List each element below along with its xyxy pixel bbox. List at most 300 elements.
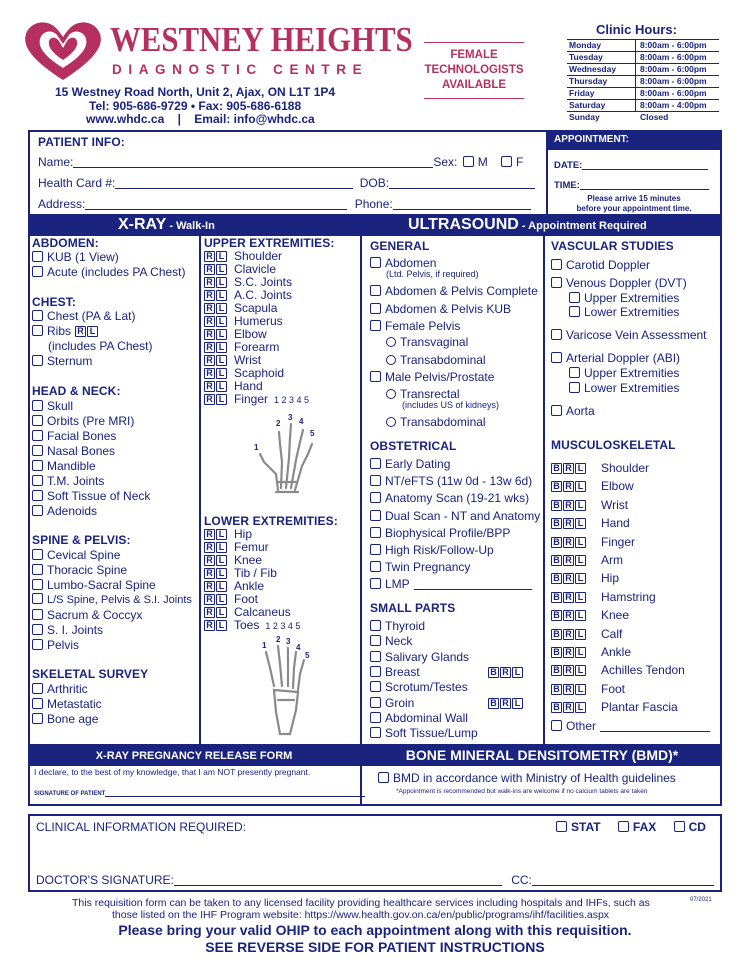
address-row	[38, 197, 531, 211]
doctor-signature-field[interactable]	[174, 876, 502, 886]
signature-row	[34, 791, 365, 797]
signature-field[interactable]	[105, 791, 365, 797]
side-r-checkbox[interactable]: R	[563, 463, 574, 474]
checkbox[interactable]	[32, 475, 43, 486]
option-ultrasound-obstetrical-items-5	[370, 543, 494, 557]
option-ultrasound-small-items-1	[370, 634, 412, 648]
checkbox[interactable]	[551, 405, 562, 416]
option-label: Femur	[234, 540, 269, 554]
option-ultrasound-vascular-items-1	[551, 276, 687, 290]
checkbox[interactable]	[32, 325, 43, 336]
side-r-checkbox[interactable]: R	[563, 629, 574, 640]
option-label: Sacrum & Coccyx	[47, 608, 143, 622]
option-label: Ribs	[47, 324, 72, 338]
side-l-checkbox[interactable]: L	[216, 355, 227, 366]
option-label: Foot	[234, 592, 259, 606]
option-label: LMP	[385, 577, 410, 592]
side-r-checkbox[interactable]: R	[563, 665, 574, 676]
side-l-checkbox[interactable]: L	[216, 264, 227, 275]
option-label: Transvaginal	[400, 335, 469, 349]
side-r-checkbox[interactable]: R	[204, 594, 215, 605]
sex-m-label: M	[477, 155, 488, 169]
checkbox[interactable]	[370, 492, 381, 503]
checkbox[interactable]	[370, 712, 381, 723]
checkbox[interactable]	[32, 549, 43, 560]
name-row	[38, 155, 523, 169]
checkbox[interactable]	[370, 681, 381, 692]
foot-digit-3: 3	[286, 637, 291, 646]
side-r-checkbox[interactable]: R	[204, 581, 215, 592]
option-xray-spine-items-1	[32, 563, 127, 577]
checkbox[interactable]	[370, 578, 381, 589]
side-r-checkbox[interactable]: R	[500, 667, 511, 678]
side-l-checkbox[interactable]: L	[575, 592, 586, 603]
side-l-checkbox[interactable]: L	[575, 537, 586, 548]
side-r-checkbox[interactable]: R	[204, 620, 215, 631]
xray-header	[118, 216, 215, 234]
checkbox[interactable]	[32, 430, 43, 441]
checkbox[interactable]	[32, 609, 43, 620]
checkbox[interactable]	[370, 651, 381, 662]
side-r-checkbox[interactable]: R	[204, 568, 215, 579]
checkbox[interactable]	[32, 713, 43, 724]
option-ultrasound-msk-items-13	[551, 700, 678, 714]
side-l-checkbox[interactable]: L	[87, 326, 98, 337]
checkbox[interactable]	[32, 266, 43, 277]
radio[interactable]	[386, 389, 396, 399]
date-field[interactable]	[582, 160, 708, 170]
checkbox[interactable]	[569, 292, 580, 303]
side-r-checkbox[interactable]: R	[204, 368, 215, 379]
side-r-checkbox[interactable]: R	[563, 555, 574, 566]
hand-digit-3: 3	[288, 414, 293, 422]
doctor-signature-label: DOCTOR'S SIGNATURE:	[36, 873, 174, 887]
side-r-checkbox[interactable]: R	[563, 684, 574, 695]
website-link[interactable]: www.whdc.ca	[86, 112, 165, 126]
bmd-checkbox[interactable]	[378, 772, 389, 783]
hours-vline	[635, 39, 636, 111]
side-r-checkbox[interactable]: R	[204, 329, 215, 340]
side-b-checkbox[interactable]: B	[551, 647, 562, 658]
option-label: A.C. Joints	[234, 288, 293, 302]
signature-label: SIGNATURE OF PATIENT	[34, 791, 106, 797]
side-b-checkbox[interactable]: B	[551, 684, 562, 695]
side-r-checkbox[interactable]: R	[563, 500, 574, 511]
checkbox[interactable]	[32, 698, 43, 709]
hours-day: Monday	[569, 40, 602, 50]
side-l-checkbox[interactable]: L	[512, 698, 523, 709]
side-b-checkbox[interactable]: B	[551, 629, 562, 640]
fax-checkbox[interactable]	[618, 821, 629, 832]
checkbox[interactable]	[32, 579, 43, 590]
option-label: Venous Doppler (DVT)	[566, 276, 687, 290]
option-label: Finger	[234, 392, 269, 406]
option-xray-head-items-7	[32, 504, 97, 518]
option-ultrasound-msk-items-2	[551, 498, 628, 512]
side-r-checkbox[interactable]: R	[204, 607, 215, 618]
option-label: Chest (PA & Lat)	[47, 309, 136, 323]
side-l-checkbox[interactable]: L	[216, 542, 227, 553]
side-b-checkbox[interactable]: B	[551, 665, 562, 676]
side-l-checkbox[interactable]: L	[216, 277, 227, 288]
cd-checkbox[interactable]	[674, 821, 685, 832]
side-l-checkbox[interactable]: L	[575, 629, 586, 640]
side-b-checkbox[interactable]: B	[551, 555, 562, 566]
side-b-checkbox[interactable]: B	[551, 500, 562, 511]
female-line3: AVAILABLE	[441, 79, 507, 91]
radio[interactable]	[386, 417, 396, 427]
option-label: KUB (1 View)	[47, 250, 119, 264]
checkbox[interactable]	[551, 329, 562, 340]
upper-extremities-heading: UPPER EXTREMITIES:	[204, 236, 335, 250]
checkbox[interactable]	[32, 624, 43, 635]
option-xray-upper-items-1	[204, 262, 276, 276]
checkbox[interactable]	[32, 251, 43, 262]
side-r-checkbox[interactable]: R	[204, 529, 215, 540]
checkbox[interactable]	[370, 635, 381, 646]
checkbox[interactable]	[370, 697, 381, 708]
side-r-checkbox[interactable]: R	[563, 537, 574, 548]
option-label: Finger	[601, 534, 636, 549]
address-field[interactable]	[85, 200, 347, 210]
heart-hands-logo-icon	[22, 20, 104, 82]
lmp-field[interactable]	[414, 580, 532, 590]
option-label: Soft Tissue of Neck	[47, 489, 151, 503]
side-r-checkbox[interactable]: R	[563, 592, 574, 603]
checkbox[interactable]	[32, 415, 43, 426]
side-r-checkbox[interactable]: R	[563, 647, 574, 658]
side-b-checkbox[interactable]: B	[551, 537, 562, 548]
checkbox[interactable]	[569, 382, 580, 393]
side-l-checkbox[interactable]: L	[575, 555, 586, 566]
checkbox[interactable]	[370, 666, 381, 677]
option-label: Mandible	[47, 459, 96, 473]
checkbox[interactable]	[370, 620, 381, 631]
phone-label: Phone:	[354, 197, 393, 211]
side-r-checkbox[interactable]: R	[563, 610, 574, 621]
option-xray-upper-items-7	[204, 340, 279, 354]
side-r-checkbox[interactable]: R	[563, 481, 574, 492]
side-l-checkbox[interactable]: L	[216, 581, 227, 592]
option-label: Varicose Vein Assessment	[566, 328, 707, 342]
option-label: Scapula	[234, 301, 278, 315]
option-ultrasound-msk-items-4	[551, 535, 635, 549]
side-r-checkbox[interactable]: R	[204, 542, 215, 553]
ultrasound-title: ULTRASOUND	[408, 216, 519, 233]
side-b-checkbox[interactable]: B	[551, 481, 562, 492]
option-xray-upper-items-9	[204, 366, 284, 380]
dob-field[interactable]	[389, 179, 535, 189]
checkbox[interactable]	[370, 320, 381, 331]
option-ultrasound-general-items-3	[370, 302, 511, 316]
side-l-checkbox[interactable]: L	[575, 610, 586, 621]
cc-field[interactable]	[532, 876, 714, 886]
side-l-checkbox[interactable]: L	[216, 251, 227, 262]
option-label: Achilles Tendon	[601, 663, 685, 678]
checkbox[interactable]	[569, 306, 580, 317]
phone-field[interactable]	[393, 200, 531, 210]
address-label: Address:	[38, 197, 86, 211]
checkbox[interactable]	[551, 277, 562, 288]
option-xray-abdomen-items-1	[32, 265, 186, 279]
side-l-checkbox[interactable]: L	[575, 481, 586, 492]
side-l-checkbox[interactable]: L	[216, 607, 227, 618]
side-r-checkbox[interactable]: R	[563, 573, 574, 584]
side-l-checkbox[interactable]: L	[216, 342, 227, 353]
side-l-checkbox[interactable]: L	[216, 381, 227, 392]
checkbox[interactable]	[32, 445, 43, 456]
option-label: Plantar Fascia	[601, 700, 678, 715]
option-xray-head-items-6	[32, 489, 150, 503]
option-label: Upper Extremities	[584, 291, 680, 305]
side-l-checkbox[interactable]: L	[216, 394, 227, 405]
patient-info-title: PATIENT INFO:	[38, 135, 125, 149]
cc-label: CC:	[511, 873, 532, 887]
side-r-checkbox[interactable]: R	[204, 277, 215, 288]
option-xray-spine-items-3	[32, 593, 192, 606]
side-b-checkbox[interactable]: B	[551, 610, 562, 621]
option-xray-head-items-4	[32, 459, 96, 473]
side-l-checkbox[interactable]: L	[216, 329, 227, 340]
health-card-field[interactable]	[115, 179, 353, 189]
option-xray-lower-items-3	[204, 566, 277, 580]
side-r-checkbox[interactable]: R	[563, 518, 574, 529]
option-xray-chest-items-1	[32, 324, 99, 338]
side-l-checkbox[interactable]: L	[575, 518, 586, 529]
side-r-checkbox[interactable]: R	[204, 555, 215, 566]
hours-day: Wednesday	[569, 64, 617, 74]
checkbox[interactable]	[370, 544, 381, 555]
option-label: S.C. Joints	[234, 275, 293, 289]
checkbox[interactable]	[370, 371, 381, 382]
option-xray-lower-items-5	[204, 592, 258, 606]
other-field[interactable]	[600, 722, 710, 732]
option-label: Thoracic Spine	[47, 563, 128, 577]
ultrasound-sub: - Appointment Required	[518, 220, 647, 232]
option-label: Female Pelvis	[385, 319, 461, 333]
checkbox[interactable]	[32, 683, 43, 694]
spine-heading: SPINE & PELVIS:	[32, 533, 131, 547]
side-r-checkbox[interactable]: R	[204, 290, 215, 301]
clinic-address: 15 Westney Road North, Unit 2, Ajax, ON L1T 1P4	[55, 85, 336, 99]
side-l-checkbox[interactable]: L	[216, 594, 227, 605]
musculoskeletal-heading: MUSCULOSKELETAL	[551, 438, 676, 452]
option-xray-lower-items-7	[204, 618, 300, 632]
option-ultrasound-vascular-items-7	[569, 381, 679, 395]
option-ultrasound-general-items-5	[386, 335, 468, 349]
option-label: Knee	[234, 553, 263, 567]
sex-label: Sex:	[433, 155, 458, 169]
side-b-checkbox[interactable]: B	[551, 702, 562, 713]
checkbox[interactable]	[32, 355, 43, 366]
option-xray-head-items-5	[32, 474, 104, 488]
option-label: Other	[566, 718, 597, 733]
checkbox[interactable]	[32, 490, 43, 501]
side-l-checkbox[interactable]: L	[216, 303, 227, 314]
checkbox[interactable]	[32, 593, 43, 604]
clinic-hours-table	[567, 39, 719, 123]
checkbox[interactable]	[32, 310, 43, 321]
option-xray-upper-items-2	[204, 275, 292, 289]
foot-digit-2: 2	[276, 635, 281, 644]
side-r-checkbox[interactable]: R	[204, 303, 215, 314]
side-r-checkbox[interactable]: R	[204, 264, 215, 275]
email-link[interactable]: Email: info@whdc.ca	[194, 112, 315, 126]
option-label: Soft Tissue/Lump	[385, 726, 478, 741]
radio[interactable]	[386, 337, 396, 347]
dob-label: DOB:	[359, 176, 390, 190]
side-r-checkbox[interactable]: R	[204, 251, 215, 262]
side-l-checkbox[interactable]: L	[575, 573, 586, 584]
side-l-checkbox[interactable]: L	[575, 500, 586, 511]
side-l-checkbox[interactable]: L	[216, 529, 227, 540]
option-label: Hand	[601, 516, 630, 531]
chest-heading: CHEST:	[32, 295, 76, 309]
option-ultrasound-general-items-8	[386, 387, 460, 401]
checkbox[interactable]	[370, 510, 381, 521]
hours-row	[567, 99, 719, 111]
option-label: L/S Spine, Pelvis & S.I. Joints	[47, 594, 192, 606]
side-r-checkbox[interactable]: R	[500, 698, 511, 709]
checkbox[interactable]	[370, 727, 381, 738]
small-parts-heading: SMALL PARTS	[370, 601, 456, 615]
xray-sub: - Walk-In	[166, 220, 215, 232]
checkbox[interactable]	[370, 257, 381, 268]
hours-time: 8:00am - 6:00pm	[640, 88, 707, 98]
checkbox[interactable]	[370, 458, 381, 469]
side-l-checkbox[interactable]: L	[512, 667, 523, 678]
side-r-checkbox[interactable]: R	[563, 702, 574, 713]
side-r-checkbox[interactable]: R	[204, 381, 215, 392]
health-card-row	[38, 176, 535, 190]
side-l-checkbox[interactable]: L	[216, 620, 227, 631]
side-b-checkbox[interactable]: B	[551, 518, 562, 529]
side-l-checkbox[interactable]: L	[575, 665, 586, 676]
hours-day: Thursday	[569, 76, 608, 86]
hand-digit-1: 1	[254, 443, 259, 452]
general-heading: GENERAL	[370, 239, 430, 253]
side-b-checkbox[interactable]: B	[488, 667, 499, 678]
side-b-checkbox[interactable]: B	[551, 592, 562, 603]
side-l-checkbox[interactable]: L	[216, 316, 227, 327]
side-l-checkbox[interactable]: L	[575, 702, 586, 713]
sex-m-checkbox[interactable]	[463, 156, 474, 167]
side-r-checkbox[interactable]: R	[75, 326, 86, 337]
checkbox[interactable]	[32, 639, 43, 650]
option-ultrasound-msk-items-14	[551, 719, 710, 733]
time-field[interactable]	[580, 180, 709, 190]
clinical-title: CLINICAL INFORMATION REQUIRED:	[36, 820, 247, 834]
option-xray-spine-items-0	[32, 548, 120, 562]
option-label: Anatomy Scan (19-21 wks)	[385, 491, 530, 506]
side-b-checkbox[interactable]: B	[551, 463, 562, 474]
note-ultrasound-general-items-9: (includes US of kidneys)	[402, 400, 500, 410]
side-l-checkbox[interactable]: L	[216, 568, 227, 579]
side-r-checkbox[interactable]: R	[204, 342, 215, 353]
side-l-checkbox[interactable]: L	[575, 647, 586, 658]
option-label: High Risk/Follow-Up	[385, 543, 494, 557]
option-ultrasound-small-items-7	[370, 726, 478, 740]
side-l-checkbox[interactable]: L	[575, 684, 586, 695]
checkbox[interactable]	[32, 505, 43, 516]
side-l-checkbox[interactable]: L	[216, 290, 227, 301]
bmd-label: BMD in accordance with Ministry of Health guidelines	[393, 771, 676, 785]
hours-time: Closed	[640, 112, 669, 122]
hours-day: Saturday	[569, 100, 606, 110]
option-label: Bone age	[47, 712, 99, 726]
divider-3	[543, 236, 545, 746]
option-label: Scrotum/Testes	[385, 680, 468, 695]
stat-checkbox[interactable]	[556, 821, 567, 832]
checkbox[interactable]	[32, 564, 43, 575]
checkbox[interactable]	[551, 720, 562, 731]
time-label: TIME:	[554, 180, 580, 191]
side-l-checkbox[interactable]: L	[575, 463, 586, 474]
checkbox[interactable]	[370, 475, 381, 486]
checkbox[interactable]	[569, 367, 580, 378]
side-b-checkbox[interactable]: B	[488, 698, 499, 709]
option-xray-abdomen-items-0	[32, 250, 119, 264]
hours-row	[567, 63, 719, 75]
option-label: Forearm	[234, 340, 280, 354]
checkbox[interactable]	[551, 352, 562, 363]
option-xray-chest-items-3	[32, 354, 92, 368]
option-label: Scaphoid	[234, 366, 285, 380]
side-b-checkbox[interactable]: B	[551, 573, 562, 584]
female-line2: TECHNOLOGISTS	[424, 64, 524, 76]
option-label: Orbits (Pre MRI)	[47, 414, 135, 428]
option-xray-upper-items-6	[204, 327, 267, 341]
side-r-checkbox[interactable]: R	[204, 355, 215, 366]
hand-digit-4: 4	[299, 417, 304, 426]
option-label: Transabdominal	[400, 353, 486, 367]
checkbox[interactable]	[370, 527, 381, 538]
option-ultrasound-vascular-items-6	[569, 366, 679, 380]
option-label: Toes	[234, 618, 260, 632]
option-xray-upper-items-3	[204, 288, 292, 302]
checkbox[interactable]	[32, 400, 43, 411]
option-label: Aorta	[566, 404, 595, 418]
option-xray-upper-items-4	[204, 301, 277, 315]
separator: |	[177, 112, 181, 126]
checkbox[interactable]	[370, 285, 381, 296]
side-l-checkbox[interactable]: L	[216, 368, 227, 379]
option-xray-lower-items-4	[204, 579, 264, 593]
option-label: Shoulder	[601, 461, 650, 475]
option-label: Adenoids	[47, 504, 98, 518]
option-ultrasound-general-items-6	[386, 353, 486, 367]
name-field[interactable]	[73, 158, 433, 168]
option-label: Shoulder	[234, 249, 283, 263]
option-label: Acute (includes PA Chest)	[47, 265, 186, 279]
side-r-checkbox[interactable]: R	[204, 316, 215, 327]
side-l-checkbox[interactable]: L	[216, 555, 227, 566]
option-label: Upper Extremities	[584, 366, 680, 380]
sex-f-checkbox[interactable]	[501, 156, 512, 167]
hours-row	[567, 111, 719, 123]
option-label: Hamstring	[601, 589, 656, 604]
checkbox[interactable]	[551, 259, 562, 270]
hand-bones-icon	[250, 414, 330, 496]
radio[interactable]	[386, 355, 396, 365]
checkbox[interactable]	[370, 303, 381, 314]
checkbox[interactable]	[370, 561, 381, 572]
side-r-checkbox[interactable]: R	[204, 394, 215, 405]
appointment-date-row	[554, 160, 708, 171]
delivery-options	[556, 820, 706, 834]
checkbox[interactable]	[32, 460, 43, 471]
option-ultrasound-small-items-0	[370, 619, 425, 633]
